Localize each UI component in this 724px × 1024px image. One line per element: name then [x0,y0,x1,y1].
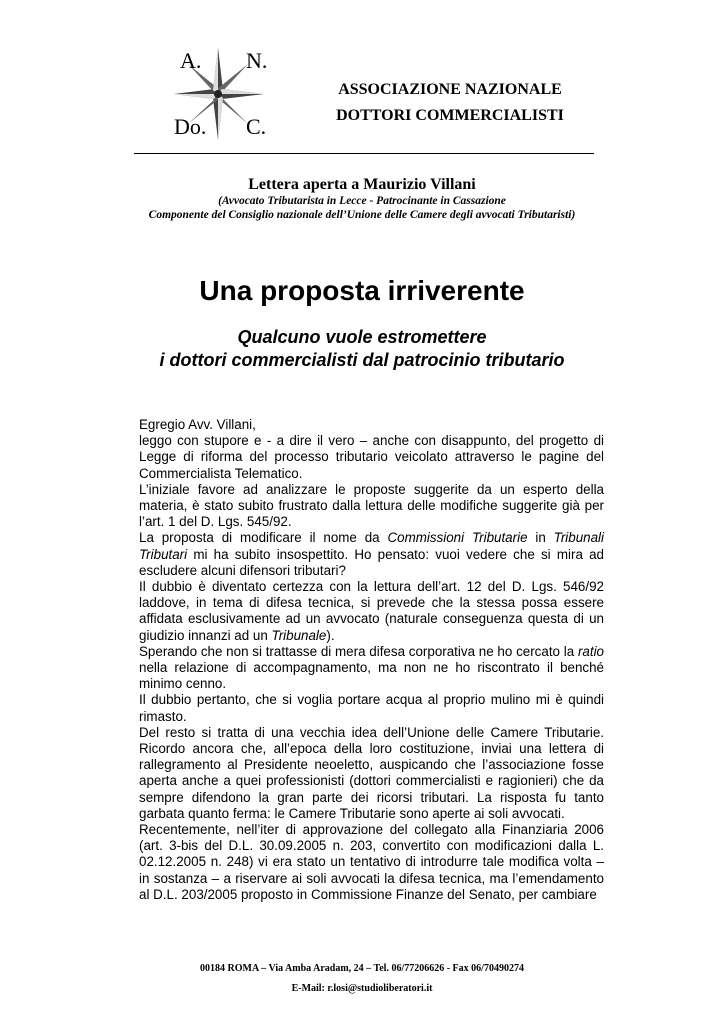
letter-subtitle-2: Componente del Consiglio nazionale dell’Unione delle Camere degli avvocati Tributaristi) [148,209,576,221]
logo-letter-n: N. [246,48,268,73]
paragraph-7: Del resto si tratta di una vecchia idea dell’Unione delle Camere Tributarie. Ricordo ancora che, all’epoca della loro costituzione, inviai una lettera di rallegramento al Presidente neoeletto, auspicando che l’associazione fosse aperta anche a quei professionisti (dottori commercialisti e ragionieri) che da sempre difendono la gran parte dei ricorsi tributari. La risposta fu tanto garbata quanto ferma: le Camere Tributarie sono aperte ai soli avvocati. [139,724,604,821]
paragraph-3: La proposta di modificare il nome da Commissioni Tributarie in Tribunali Tributari mi ha subito insospettito. Ho pensato: vuoi vedere che si mira ad escludere alcuni difensori tributari? [139,530,604,578]
org-name-line1: ASSOCIAZIONE NAZIONALE [338,81,562,98]
letter-subtitle-1: (Avvocato Tributarista in Lecce - Patrocinante in Cassazione [218,195,506,207]
footer-email: E-Mail: r.losi@studioliberatori.it [291,983,433,994]
paragraph-8: Recentemente, nell’iter di approvazione del collegato alla Finanziaria 2006 (art. 3-bis del D.L. 30.09.2005 n. 203, convertito con modificazioni dalla L. 02.12.2005 n. 248) vi era stato un tentativo di introdurre tale modifica volta – in sostanza – a riservare ai soli avvocati la difesa tecnica, ma l’emendamento al D.L. 203/2005 proposto in Commissione Finanze del Senato, per cambiare [139,822,604,902]
paragraph-4: Il dubbio è diventato certezza con la lettura dell’art. 12 del D. Lgs. 546/92 laddove, in tema di difesa tecnica, si prevede che la stessa possa essere affidata esclusivamente ad un avvocato (naturale conseguenza questa di un giudizio innanzi ad un Tribunale). [139,579,604,643]
paragraph-1: leggo con stupore e - a dire il vero – anche con disappunto, del progetto di Legge di riforma del processo tributario veicolato attraverso le pagine del Commercialista Telematico. [139,433,604,481]
letter-title: Lettera aperta a Maurizio Villani [248,176,476,193]
article-subtitle-1: Qualcuno vuole estromettere [237,327,487,347]
org-name-line2: DOTTORI COMMERCIALISTI [336,107,564,124]
article-subtitle-2: i dottori commercialisti dal patrocinio tributario [159,350,565,370]
article-title: Una proposta irriverente [199,275,525,306]
footer-address: 00184 ROMA – Via Amba Aradam, 24 – Tel. 06/77206626 - Fax 06/70490274 [200,963,524,974]
logo-letter-a: A. [180,48,202,73]
logo-letter-do: Do. [174,114,207,139]
paragraph-5: Sperando che non si trattasse di mera difesa corporativa ne ho cercato la ratio nella relazione di accompagnamento, ma non ne ho riscontrato il benché minimo cenno. [139,643,604,692]
paragraph-6: Il dubbio pertanto, che si voglia portare acqua al proprio mulino mi è quindi rimasto. [139,692,604,724]
paragraph-2: L’iniziale favore ad analizzare le proposte suggerite da un esperto della materia, è stato subito frustrato dalla lettura delle modifiche suggerite già per l’art. 1 del D. Lgs. 545/92. [139,481,604,530]
association-logo [160,44,280,144]
greeting: Egregio Avv. Villani, [139,417,256,432]
header-divider [134,153,594,154]
letter-body [139,417,604,903]
logo-letter-c: C. [246,114,267,139]
